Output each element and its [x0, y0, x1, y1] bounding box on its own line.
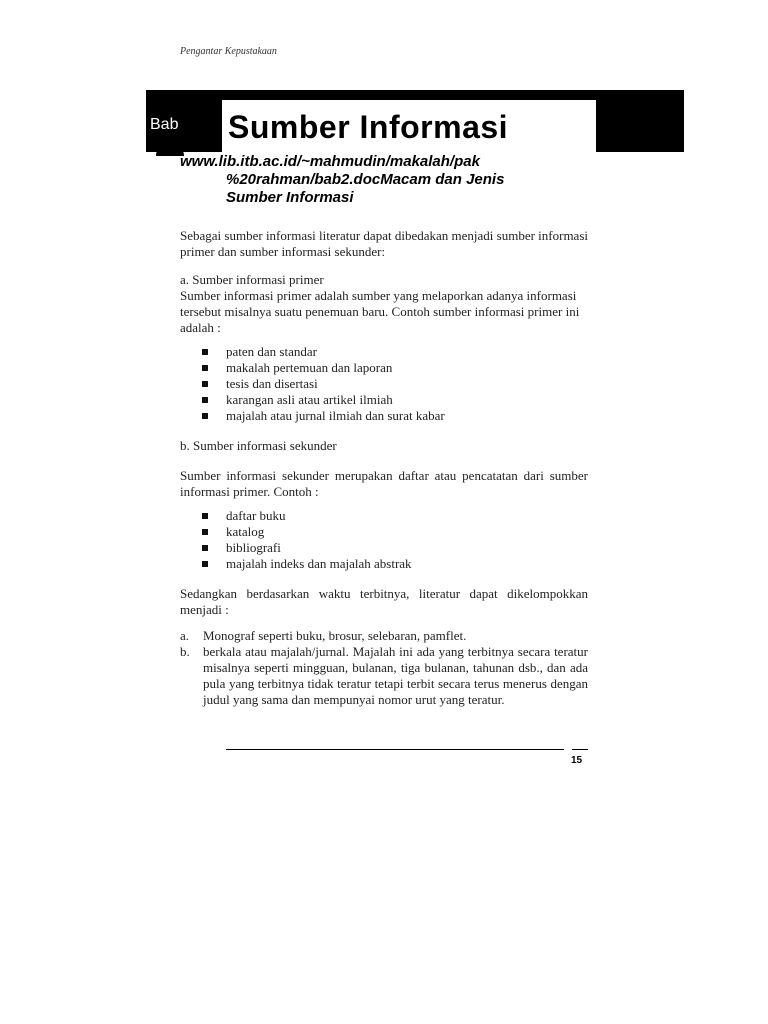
list-item-text: karangan asli atau artikel ilmiah: [226, 392, 393, 407]
bullet-square-icon: [202, 365, 208, 371]
list-item: [202, 508, 588, 524]
bullet-square-icon: [202, 561, 208, 567]
list-item-text: Monograf seperti buku, brosur, selebaran, pamflet.: [203, 628, 467, 643]
subtitle-line-1: www.lib.itb.ac.id/~mahmudin/makalah/pak: [180, 153, 480, 170]
footer-rule: [226, 749, 564, 750]
list-item-text: katalog: [226, 524, 265, 539]
intro-paragraph: Sebagai sumber informasi literatur dapat dibedakan menjadi sumber informasi primer dan sumber informasi sekunder:: [180, 228, 588, 259]
page-title: Sumber Informasi: [228, 109, 509, 145]
chapter-label: Bab: [150, 116, 179, 133]
primary-list: [180, 344, 588, 424]
secondary-text: Sumber informasi sekunder merupakan daftar atau pencatatan dari sumber informasi primer. Contoh :: [180, 468, 588, 499]
list-item-text: daftar buku: [226, 508, 286, 523]
list-item: [202, 376, 588, 392]
list-item: [180, 628, 588, 644]
subtitle-line-3: Sumber Informasi: [226, 189, 354, 206]
list-item: [202, 408, 588, 424]
list-item-text: makalah pertemuan dan laporan: [226, 360, 393, 375]
primary-text: Sumber informasi primer adalah sumber yang melaporkan adanya informasi tersebut misalnya suatu penemuan baru. Contoh sumber informasi primer ini adalah :: [180, 288, 580, 335]
list-item: [202, 392, 588, 408]
list-item-text: berkala atau majalah/jurnal. Majalah ini ada yang terbitnya secara teratur misalnya seperti mingguan, bulanan, tiga bulanan, tahunan dsb., dan ada pula yang terbitnya tidak teratur tetapi terbit secara terus menerus dengan judul yang sama dan mempunyai nomor urut yang teratur.: [203, 644, 588, 707]
bullet-square-icon: [202, 397, 208, 403]
footer-rule-short: [572, 749, 588, 750]
list-marker: b.: [180, 644, 190, 659]
list-item: [202, 540, 588, 556]
list-item-text: majalah atau jurnal ilmiah dan surat kabar: [226, 408, 445, 423]
subtitle-line-2: %20rahman/bab2.docMacam dan Jenis: [226, 171, 505, 188]
list-item-text: tesis dan disertasi: [226, 376, 318, 391]
bullet-square-icon: [202, 349, 208, 355]
body-content: [180, 228, 588, 708]
list-item-text: paten dan standar: [226, 344, 317, 359]
bullet-square-icon: [202, 545, 208, 551]
list-item: [202, 360, 588, 376]
bullet-square-icon: [202, 413, 208, 419]
list-item: [202, 524, 588, 540]
list-marker: a.: [180, 628, 190, 643]
time-list: [180, 628, 588, 708]
primary-heading: a. Sumber informasi primer: [180, 272, 324, 287]
bullet-square-icon: [202, 513, 208, 519]
bullet-square-icon: [202, 529, 208, 535]
list-item: [202, 344, 588, 360]
secondary-list: [180, 508, 588, 572]
bullet-square-icon: [202, 381, 208, 387]
time-intro-paragraph: Sedangkan berdasarkan waktu terbitnya, literatur dapat dikelompokkan menjadi :: [180, 586, 588, 617]
list-item-text: majalah indeks dan majalah abstrak: [226, 556, 412, 571]
list-item-text: bibliografi: [226, 540, 281, 555]
secondary-heading: b. Sumber informasi sekunder: [180, 438, 337, 453]
list-item: [180, 644, 588, 708]
subtitle: [180, 153, 600, 207]
running-header: Pengantar Kepustakaan: [180, 46, 277, 57]
list-item: [202, 556, 588, 572]
page-number: 15: [571, 755, 583, 766]
